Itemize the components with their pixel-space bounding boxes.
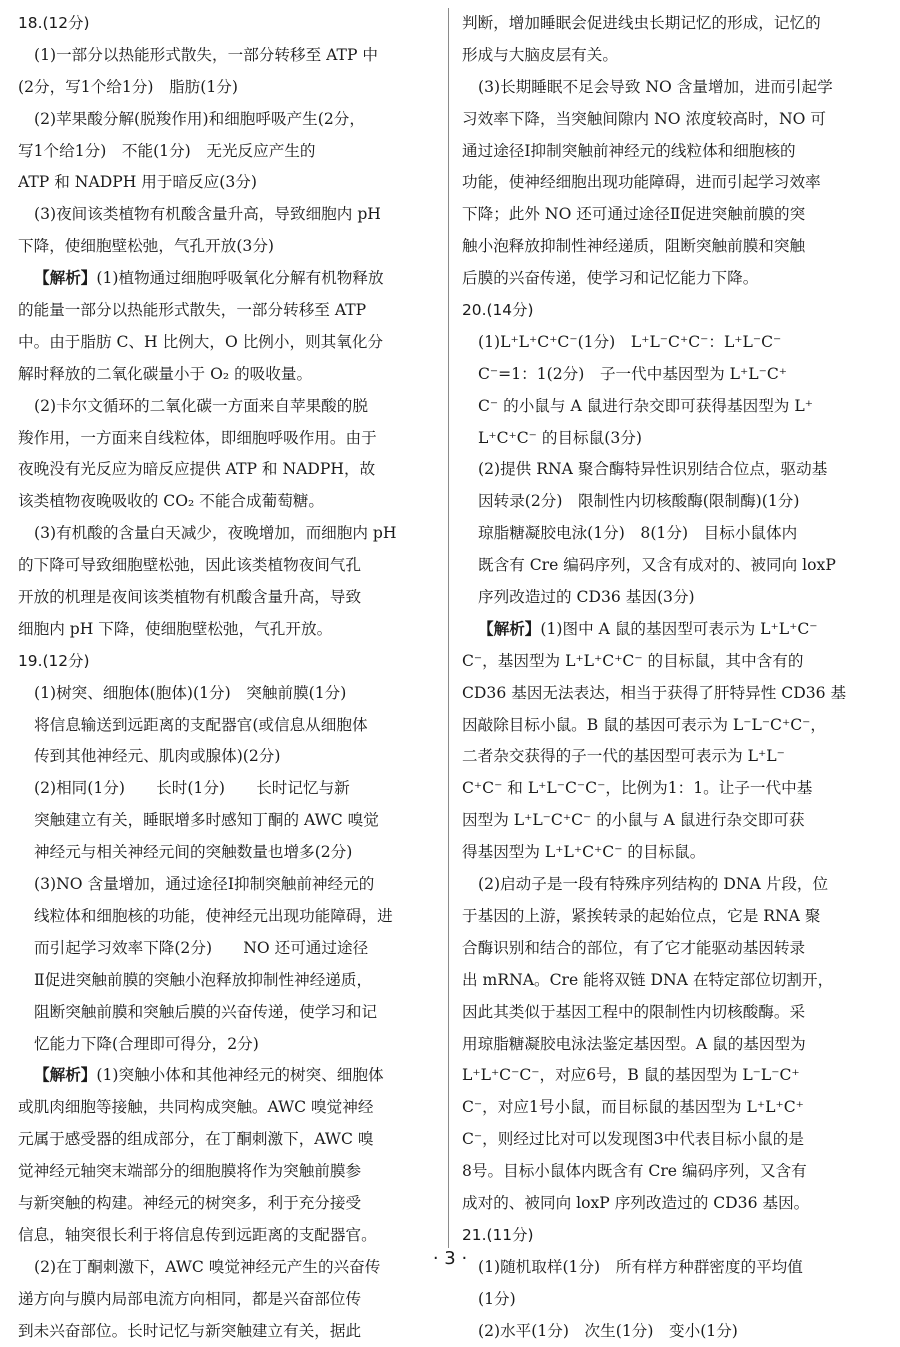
text-line: [462, 104, 882, 136]
text-line: [462, 710, 882, 742]
text-line: [18, 518, 438, 550]
line-text: (1)L⁺L⁺C⁺C⁻(1分) L⁺L⁻C⁺C⁻：L⁺L⁻C⁻: [478, 332, 782, 351]
text-line: [18, 104, 438, 136]
line-text: 信息，轴突很长利于将信息传到远距离的支配器官。: [18, 1225, 377, 1244]
text-line: [18, 710, 438, 742]
text-line: [462, 965, 882, 997]
line-text: 因此其类似于基因工程中的限制性内切核酸酶。采: [462, 1002, 806, 1021]
line-text: 传到其他神经元、肌肉或腺体)(2分): [34, 747, 281, 766]
line-text: 中。由于脂肪 C、H 比例大，O 比例小，则其氧化分: [18, 332, 384, 351]
line-text: (1)突触小体和其他神经元的树突、细胞体: [96, 1066, 384, 1085]
text-line: [18, 773, 438, 805]
text-line: [18, 40, 438, 72]
text-line: [462, 1092, 882, 1124]
text-line: [18, 327, 438, 359]
line-text: 通过途径Ⅰ抑制突触前神经元的线粒体和细胞核的: [462, 141, 796, 160]
line-text: 突触建立有关，睡眠增多时感知丁酮的 AWC 嗅觉: [34, 811, 379, 830]
line-text: 20.(14分): [462, 301, 534, 320]
text-line: [18, 72, 438, 104]
line-text: ATP 和 NADPH 用于暗反应(3分): [18, 173, 257, 192]
page-number: · 3 ·: [432, 1248, 468, 1269]
line-text: 羧作用，一方面来自线粒体，即细胞呼吸作用。由于: [18, 428, 377, 447]
text-line: [18, 295, 438, 327]
text-line: [18, 231, 438, 263]
line-text: (3)夜间该类植物有机酸含量升高，导致细胞内 pH: [34, 205, 381, 224]
text-line: [462, 997, 882, 1029]
text-line: [18, 423, 438, 455]
line-text: 二者杂交获得的子一代的基因型可表示为 L⁺L⁻: [462, 747, 785, 766]
line-text: 开放的机理是夜间该类植物有机酸含量升高，导致: [18, 588, 362, 607]
text-line: [462, 805, 882, 837]
text-line: [462, 550, 882, 582]
line-text: L⁺L⁺C⁻C⁻，对应6号，B 鼠的基因型为 L⁻L⁻C⁺: [462, 1066, 800, 1085]
line-text: 解时释放的二氧化碳量小于 O₂ 的吸收量。: [18, 364, 313, 383]
line-text: 因敲除目标小鼠。B 鼠的基因可表示为 L⁻L⁻C⁺C⁻，: [462, 715, 826, 734]
text-line: [462, 614, 882, 646]
line-text: 因转录(2分) 限制性内切核酸酶(限制酶)(1分): [478, 492, 800, 511]
text-line: [18, 614, 438, 646]
line-text: (1)随机取样(1分) 所有样方种群密度的平均值: [478, 1257, 803, 1276]
line-text: C⁺C⁻ 和 L⁺L⁻C⁻C⁻，比例为1：1。让子一代中基: [462, 779, 813, 798]
text-line: [462, 582, 882, 614]
text-line: [18, 391, 438, 423]
analysis-tag: 【解析】: [34, 269, 97, 288]
text-line: [18, 805, 438, 837]
text-line: [18, 550, 438, 582]
text-line: [18, 1092, 438, 1124]
line-text: 的下降可导致细胞壁松弛，因此该类植物夜间气孔: [18, 556, 362, 575]
line-text: 触小泡释放抑制性神经递质，阻断突触前膜和突触: [462, 237, 806, 256]
text-line: [462, 678, 882, 710]
line-text: 细胞内 pH 下降，使细胞壁松弛，气孔开放。: [18, 619, 333, 638]
line-text: 递方向与膜内局部电流方向相同，都是兴奋部位传: [18, 1289, 362, 1308]
line-text: (1)树突、细胞体(胞体)(1分) 突触前膜(1分): [34, 683, 347, 702]
line-text: 序列改造过的 CD36 基因(3分): [478, 588, 695, 607]
line-text: 写1个给1分) 不能(1分) 无光反应产生的: [18, 141, 316, 160]
line-text: (2分，写1个给1分) 脂肪(1分): [18, 77, 238, 96]
line-text: 得基因型为 L⁺L⁺C⁺C⁻ 的目标鼠。: [462, 843, 706, 862]
text-line: [18, 454, 438, 486]
analysis-tag: 【解析】: [478, 619, 541, 638]
text-line: [462, 741, 882, 773]
text-line: [18, 997, 438, 1029]
line-text: 或肌肉细胞等接触，共同构成突触。AWC 嗅觉神经: [18, 1098, 374, 1117]
line-text: (2)卡尔文循环的二氧化碳一方面来自苹果酸的脱: [34, 396, 368, 415]
line-text: (1)植物通过细胞呼吸氧化分解有机物释放: [96, 269, 384, 288]
text-line: [18, 199, 438, 231]
text-line: [462, 167, 882, 199]
line-text: 该类植物夜晚吸收的 CO₂ 不能合成葡萄糖。: [18, 492, 324, 511]
text-line: [18, 869, 438, 901]
text-line: [462, 1124, 882, 1156]
line-text: 既含有 Cre 编码序列，又含有成对的、被同向 loxP: [478, 556, 836, 575]
right-column: [462, 8, 882, 1347]
text-line: [18, 741, 438, 773]
text-line: [18, 837, 438, 869]
text-line: [462, 72, 882, 104]
line-text: 下降；此外 NO 还可通过途径Ⅱ促进突触前膜的突: [462, 205, 806, 224]
line-text: (2)提供 RNA 聚合酶特异性识别结合位点，驱动基: [478, 460, 828, 479]
question-heading: [462, 1220, 882, 1252]
text-line: [18, 933, 438, 965]
line-text: 忆能力下降(合理即可得分，2分): [34, 1034, 259, 1053]
line-text: 21.(11分): [462, 1225, 534, 1244]
text-line: [18, 1284, 438, 1316]
line-text: C⁻ 的小鼠与 A 鼠进行杂交即可获得基因型为 L⁺: [478, 396, 813, 415]
text-line: [18, 1029, 438, 1061]
left-column: [18, 8, 438, 1347]
line-text: C⁻，基因型为 L⁺L⁺C⁺C⁻ 的目标鼠，其中含有的: [462, 651, 804, 670]
text-line: [462, 391, 882, 423]
text-line: [18, 263, 438, 295]
line-text: 形成与大脑皮层有关。: [462, 45, 618, 64]
text-line: [18, 359, 438, 391]
line-text: 习效率下降，当突触间隙内 NO 浓度较高时，NO 可: [462, 109, 827, 128]
question-heading: [18, 646, 438, 678]
line-text: CD36 基因无法表达，相当于获得了肝特异性 CD36 基: [462, 683, 847, 702]
line-text: 18.(12分): [18, 14, 90, 32]
text-line: [462, 1316, 882, 1347]
text-line: [462, 454, 882, 486]
text-line: [462, 199, 882, 231]
line-text: (1)一部分以热能形式散失，一部分转移至 ATP 中: [34, 45, 378, 64]
column-divider: [448, 8, 449, 1248]
text-line: [462, 8, 882, 40]
line-text: 阻断突触前膜和突触后膜的兴奋传递，使学习和记: [34, 1002, 378, 1021]
text-line: [18, 1220, 438, 1252]
line-text: 用琼脂糖凝胶电泳法鉴定基因型。A 鼠的基因型为: [462, 1034, 806, 1053]
text-line: [18, 582, 438, 614]
line-text: 19.(12分): [18, 651, 90, 670]
text-line: [18, 1124, 438, 1156]
line-text: 将信息输送到远距离的支配器官(或信息从细胞体: [34, 715, 368, 734]
text-line: [462, 231, 882, 263]
text-line: [18, 1156, 438, 1188]
text-line: [462, 837, 882, 869]
line-text: 合酶识别和结合的部位，有了它才能驱动基因转录: [462, 938, 806, 957]
line-text: (1分): [478, 1289, 516, 1308]
line-text: 于基因的上游，紧挨转录的起始位点，它是 RNA 聚: [462, 906, 821, 925]
line-text: 8号。目标小鼠体内既含有 Cre 编码序列，又含有: [462, 1162, 807, 1181]
text-line: [18, 901, 438, 933]
line-text: 线粒体和细胞核的功能，使神经元出现功能障碍，进: [34, 906, 393, 925]
text-line: [462, 1060, 882, 1092]
line-text: (2)在丁酮刺激下，AWC 嗅觉神经元产生的兴奋传: [34, 1257, 381, 1276]
line-text: 下降，使细胞壁松弛，气孔开放(3分): [18, 237, 274, 256]
text-line: [462, 136, 882, 168]
line-text: 的能量一部分以热能形式散失，一部分转移至 ATP: [18, 301, 367, 320]
question-heading: [462, 295, 882, 327]
line-text: 出 mRNA。Cre 能将双链 DNA 在特定部位切割开，: [462, 970, 834, 989]
line-text: (3)NO 含量增加，通过途径Ⅰ抑制突触前神经元的: [34, 875, 375, 894]
line-text: 因型为 L⁺L⁻C⁺C⁻ 的小鼠与 A 鼠进行杂交即可获: [462, 811, 805, 830]
line-text: C⁻=1：1(2分) 子一代中基因型为 L⁺L⁻C⁺: [478, 364, 787, 383]
text-line: [462, 359, 882, 391]
text-line: [462, 263, 882, 295]
text-line: [462, 1188, 882, 1220]
question-heading: [18, 8, 438, 40]
line-text: L⁺C⁺C⁻ 的目标鼠(3分): [478, 428, 642, 447]
line-text: Ⅱ促进突触前膜的突触小泡释放抑制性神经递质，: [34, 970, 373, 989]
line-text: 后膜的兴奋传递，使学习和记忆能力下降。: [462, 269, 759, 288]
text-line: [462, 1156, 882, 1188]
text-line: [462, 518, 882, 550]
analysis-tag: 【解析】: [34, 1066, 97, 1085]
text-line: [18, 1188, 438, 1220]
line-text: (3)有机酸的含量白天减少，夜晚增加，而细胞内 pH: [34, 524, 397, 543]
line-text: (2)苹果酸分解(脱羧作用)和细胞呼吸产生(2分，: [34, 109, 365, 128]
text-line: [462, 869, 882, 901]
line-text: 成对的、被同向 loxP 序列改造过的 CD36 基因。: [462, 1193, 810, 1212]
text-line: [18, 136, 438, 168]
line-text: (1)图中 A 鼠的基因型可表示为 L⁺L⁺C⁻: [540, 619, 818, 638]
line-text: 判断，增加睡眠会促进线虫长期记忆的形成，记忆的: [462, 14, 821, 32]
text-line: [462, 646, 882, 678]
line-text: 功能，使神经细胞出现功能障碍，进而引起学习效率: [462, 173, 821, 192]
text-line: [462, 1029, 882, 1061]
line-text: (2)相同(1分) 长时(1分) 长时记忆与新: [34, 779, 350, 798]
line-text: C⁻，对应1号小鼠，而目标鼠的基因型为 L⁺L⁺C⁺: [462, 1098, 804, 1117]
line-text: 到未兴奋部位。长时记忆与新突触建立有关，据此: [18, 1321, 362, 1340]
text-line: [462, 901, 882, 933]
line-text: C⁻，则经过比对可以发现图3中代表目标小鼠的是: [462, 1130, 804, 1149]
text-line: [462, 933, 882, 965]
text-line: [462, 423, 882, 455]
line-text: 元属于感受器的组成部分，在丁酮刺激下，AWC 嗅: [18, 1130, 374, 1149]
line-text: 而引起学习效率下降(2分) NO 还可通过途径: [34, 938, 369, 957]
line-text: 神经元与相关神经元间的突触数量也增多(2分): [34, 843, 353, 862]
text-line: [18, 965, 438, 997]
text-line: [18, 486, 438, 518]
text-line: [18, 678, 438, 710]
line-text: 觉神经元轴突末端部分的细胞膜将作为突触前膜参: [18, 1162, 362, 1181]
text-line: [18, 1060, 438, 1092]
text-line: [462, 773, 882, 805]
line-text: 夜晚没有光反应为暗反应提供 ATP 和 NADPH，故: [18, 460, 376, 479]
text-line: [462, 40, 882, 72]
line-text: 与新突触的构建。神经元的树突多，利于充分接受: [18, 1193, 362, 1212]
text-line: [18, 167, 438, 199]
line-text: (2)启动子是一段有特殊序列结构的 DNA 片段，位: [478, 875, 829, 894]
line-text: (2)水平(1分) 次生(1分) 变小(1分): [478, 1321, 738, 1340]
line-text: (3)长期睡眠不足会导致 NO 含量增加，进而引起学: [478, 77, 833, 96]
text-line: [462, 327, 882, 359]
line-text: 琼脂糖凝胶电泳(1分) 8(1分) 目标小鼠体内: [478, 524, 798, 543]
text-line: [18, 1316, 438, 1347]
text-line: [462, 486, 882, 518]
text-line: [462, 1284, 882, 1316]
